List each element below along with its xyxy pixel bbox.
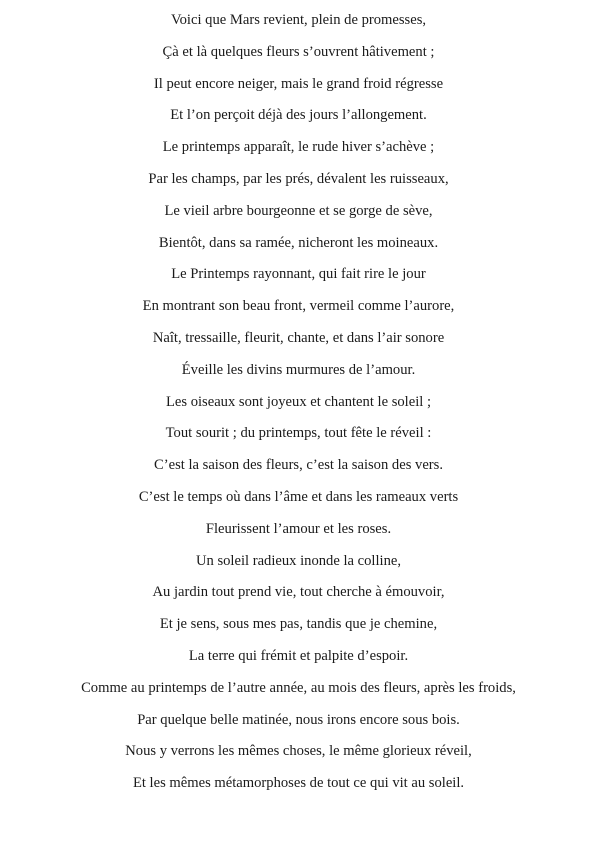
poem-line: En montrant son beau front, vermeil comme l’aurore, (142, 298, 455, 315)
poem-line: Voici que Mars revient, plein de promesses, (170, 12, 427, 28)
poem-line: Le vieil arbre bourgeonne et se gorge de sève, (164, 202, 433, 219)
poem-line: Au jardin tout prend vie, tout cherche à émouvoir, (152, 584, 445, 601)
poem-line: Et je sens, sous mes pas, tandis que je chemine, (159, 616, 438, 633)
poem-line: Fleurissent l’amour et les roses. (205, 520, 392, 537)
poem-line: C’est la saison des fleurs, c’est la saison des vers. (154, 457, 443, 474)
poem-line: Et les mêmes métamorphoses de tout ce qui vit au soleil. (132, 775, 465, 792)
poem-line: Le printemps apparaît, le rude hiver s’achève ; (162, 139, 435, 156)
poem-line: Éveille les divins murmures de l’amour. (181, 361, 416, 378)
poem-line: Il peut encore neiger, mais le grand froid régresse (153, 75, 444, 92)
poem-text (0, 9, 597, 804)
poem-line: Bientôt, dans sa ramée, nicheront les moineaux. (158, 234, 439, 251)
poem-line: Un soleil radieux inonde la colline, (195, 552, 402, 569)
poem-line: Et l’on perçoit déjà des jours l’allongement. (170, 107, 427, 124)
poem-line: C’est le temps où dans l’âme et dans les rameaux verts (138, 488, 459, 505)
poem-line: Par quelque belle matinée, nous irons encore sous bois. (137, 711, 460, 728)
poem-line: Nous y verrons les mêmes choses, le même glorieux réveil, (125, 743, 472, 760)
poem-line: Le Printemps rayonnant, qui fait rire le jour (171, 266, 426, 283)
poem-line: La terre qui frémit et palpite d’espoir. (188, 647, 409, 664)
poem-line: Naît, tressaille, fleurit, chante, et dans l’air sonore (152, 329, 445, 346)
poem-line: Comme au printemps de l’autre année, au mois des fleurs, après les froids, (81, 679, 516, 696)
poem-line: Tout sourit ; du printemps, tout fête le réveil : (165, 425, 432, 442)
poem-line: Par les champs, par les prés, dévalent les ruisseaux, (148, 170, 449, 187)
poem-line: Çà et là quelques fleurs s’ouvrent hâtivement ; (162, 43, 435, 60)
poem-line: Les oiseaux sont joyeux et chantent le soleil ; (165, 393, 432, 410)
